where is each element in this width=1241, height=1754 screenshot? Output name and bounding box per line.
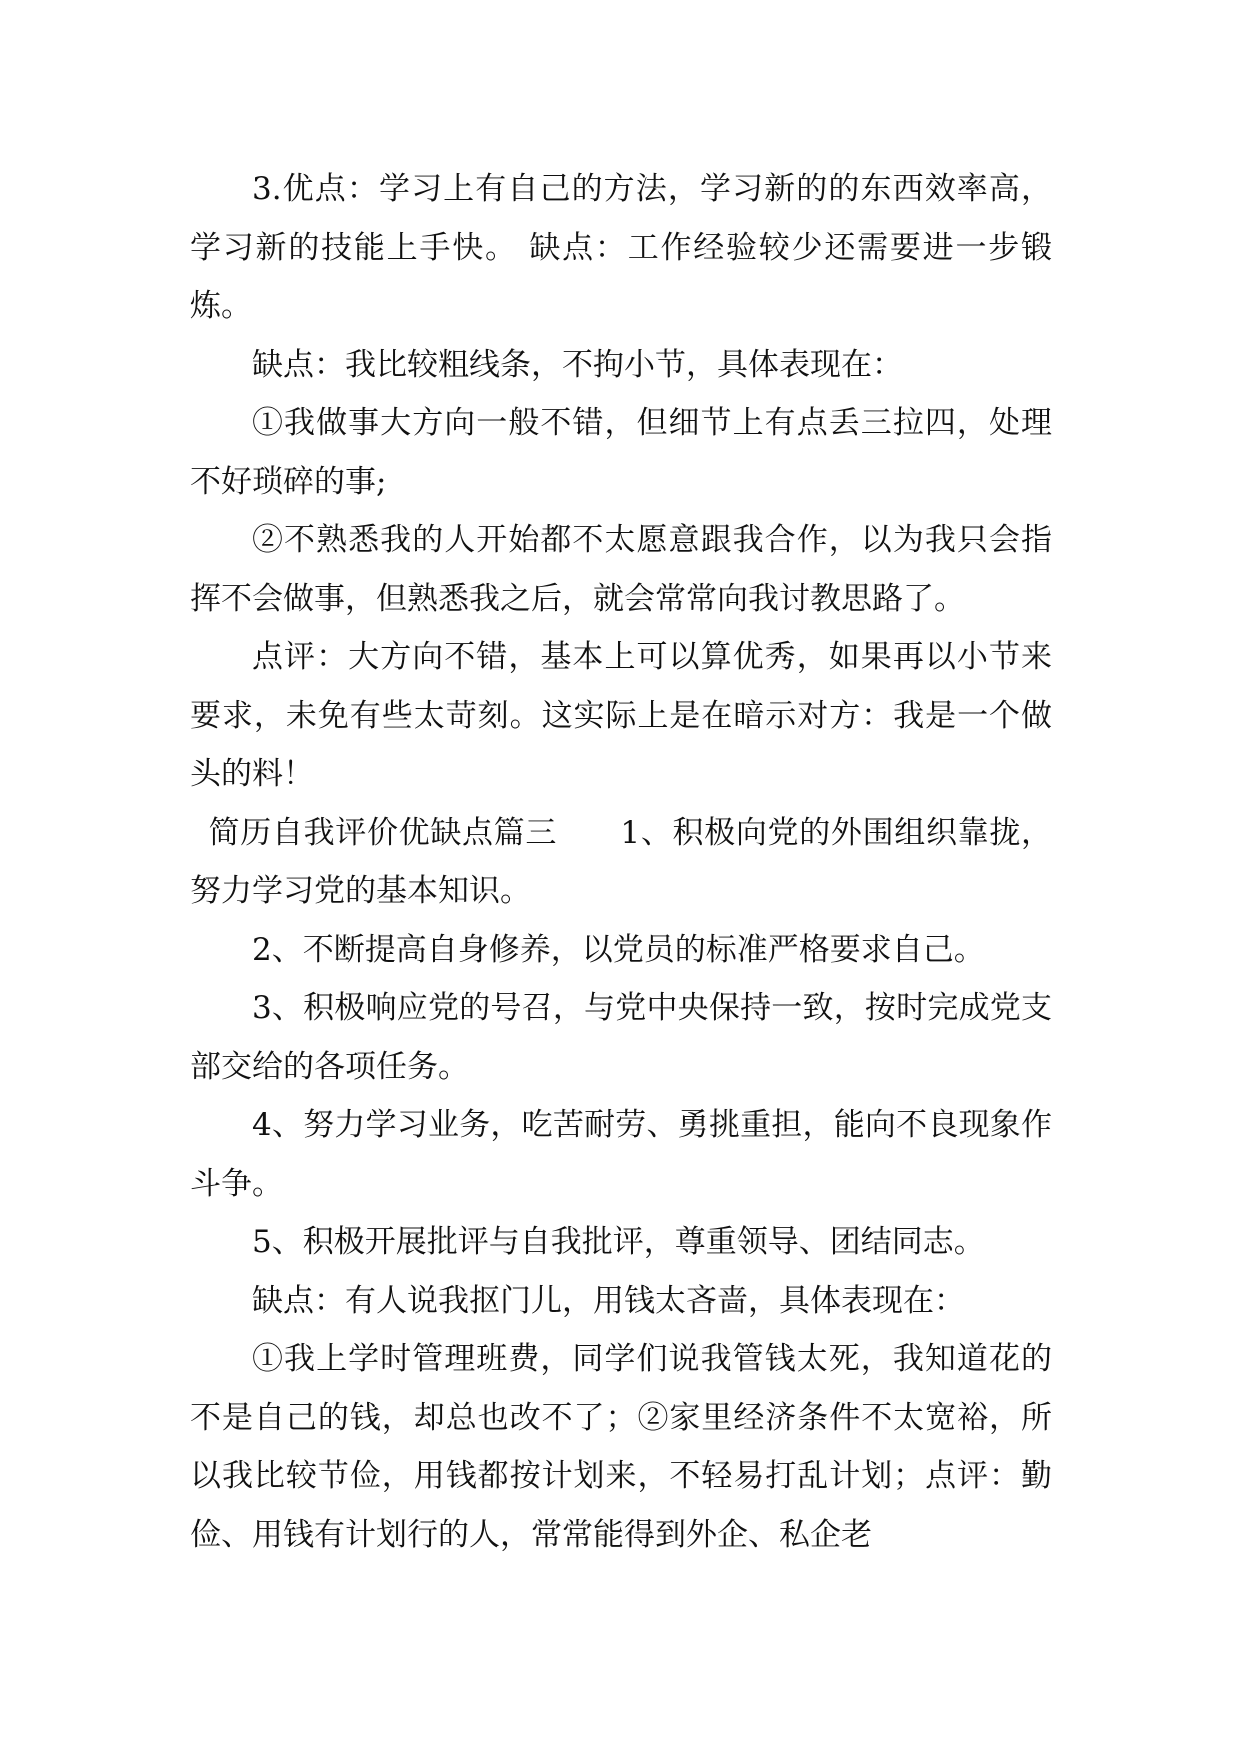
paragraph-weakness-item-2: ②不熟悉我的人开始都不太愿意跟我合作，以为我只会指挥不会做事，但熟悉我之后，就会常常向我讨教思路了。 bbox=[190, 522, 1052, 617]
paragraph-strengths-3: 3.优点：学习上有自己的方法，学习新的的东西效率高，学习新的技能上手快。 缺点：工作经验较少还需要进一步锻炼。 bbox=[190, 171, 1052, 324]
paragraph-item-3: 3、积极响应党的号召，与党中央保持一致，按时完成党支部交给的各项任务。 bbox=[190, 990, 1052, 1085]
paragraph-weakness-frugal-details: ①我上学时管理班费，同学们说我管钱太死，我知道花的不是自己的钱，却总也改不了；②家里经济条件不太宽裕，所以我比较节俭，用钱都按计划来，不轻易打乱计划；点评：勤俭、用钱有计划行的人，常常能得到外企、私企老 bbox=[190, 1341, 1052, 1553]
paragraph-weakness-frugal-intro: 缺点：有人说我抠门儿，用钱太吝啬，具体表现在： bbox=[252, 1282, 965, 1319]
paragraph-weakness-intro: 缺点：我比较粗线条，不拘小节，具体表现在： bbox=[252, 346, 903, 383]
paragraph-item-2: 2、不断提高自身修养，以党员的标准严格要求自己。 bbox=[252, 931, 985, 968]
paragraph-weakness-item-1: ①我做事大方向一般不错，但细节上有点丢三拉四，处理不好琐碎的事; bbox=[190, 405, 1052, 500]
paragraph-item-5: 5、积极开展批评与自我批评，尊重领导、团结同志。 bbox=[252, 1224, 985, 1260]
paragraph-item-4: 4、努力学习业务，吃苦耐劳、勇挑重担，能向不良现象作斗争。 bbox=[190, 1107, 1052, 1202]
paragraph-section-three: 简历自我评价优缺点篇三 1、积极向党的外围组织靠拢，努力学习党的基本知识。 bbox=[190, 814, 1052, 909]
paragraph-comment: 点评：大方向不错，基本上可以算优秀，如果再以小节来要求，未免有些太苛刻。这实际上是在暗示对方：我是一个做头的料！ bbox=[190, 639, 1052, 792]
document-body bbox=[190, 160, 1052, 1564]
